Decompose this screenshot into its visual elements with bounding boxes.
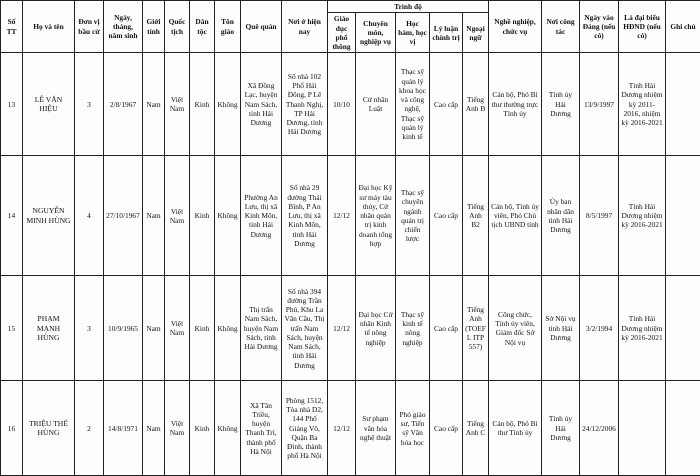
cell-hometown: Xã Đồng Lạc, huyện Nam Sách, tỉnh Hải Dương bbox=[241, 53, 282, 156]
cell-religion: Không bbox=[215, 156, 241, 276]
cell-unit: 3 bbox=[75, 276, 104, 381]
cell-gender: Nam bbox=[143, 381, 165, 476]
cell-degree: Thạc sỹ quản lý khoa học và công nghệ, Thạc sỹ quản lý kinh tế bbox=[396, 53, 430, 156]
cell-name: LÊ VĂN HIỆU bbox=[23, 53, 75, 156]
cell-specialty: Đại học Kỹ sư máy tàu thủy, Cử nhân quản trị kinh doanh tổng hợp bbox=[356, 156, 396, 276]
cell-residence: Số nhà 394 đường Trần Phú, Khu La Văn Cầu, Thị trấn Nam Sách, huyện Nam Sách, tỉnh Hải Dương bbox=[282, 276, 328, 381]
cell-nationality: Việt Nam bbox=[165, 156, 190, 276]
cell-specialty: Đại học Cử nhân Kinh tế nông nghiệp bbox=[356, 276, 396, 381]
header-politics: Lý luận chính trị bbox=[430, 13, 463, 53]
cell-language: Tiếng Anh B bbox=[463, 53, 489, 156]
cell-politics: Cao cấp bbox=[430, 156, 463, 276]
header-note: Ghi chú bbox=[666, 1, 700, 53]
cell-specialty: Cử nhân Luật bbox=[356, 53, 396, 156]
cell-workplace: Sở Nội vụ tỉnh Hải Dương bbox=[542, 276, 580, 381]
cell-party-date: 24/12/2006 bbox=[580, 381, 619, 476]
cell-hometown: Thị trấn Nam Sách, huyện Nam Sách, tỉnh Hải Dương bbox=[241, 276, 282, 381]
cell-religion: Không bbox=[215, 381, 241, 476]
cell-edu: 12/12 bbox=[328, 156, 356, 276]
cell-stt: 14 bbox=[1, 156, 23, 276]
header-stt: Số TT bbox=[1, 1, 23, 53]
header-residence: Nơi ở hiện nay bbox=[282, 1, 328, 53]
cell-edu: 12/12 bbox=[328, 381, 356, 476]
cell-politics: Cao cấp bbox=[430, 53, 463, 156]
cell-language: Tiếng Anh C bbox=[463, 381, 489, 476]
cell-party-date: 3/2/1994 bbox=[580, 276, 619, 381]
cell-degree: Thạc sỹ chuyên ngành quản trị chiến lược bbox=[396, 156, 430, 276]
header-hdnd: Là đại biểu HĐND (nếu có) bbox=[619, 1, 666, 53]
cell-note bbox=[666, 156, 700, 276]
header-trinh-do: Trình độ bbox=[328, 1, 489, 13]
cell-unit: 4 bbox=[75, 156, 104, 276]
cell-hometown: Phường An Lưu, thị xã Kinh Môn, tỉnh Hải Dương bbox=[241, 156, 282, 276]
cell-stt: 13 bbox=[1, 53, 23, 156]
cell-hdnd bbox=[619, 381, 666, 476]
cell-language: Tiếng Anh (TOEFL ITP 557) bbox=[463, 276, 489, 381]
cell-stt: 15 bbox=[1, 276, 23, 381]
cell-workplace: Tỉnh ủy Hải Dương bbox=[542, 381, 580, 476]
cell-edu: 12/12 bbox=[328, 276, 356, 381]
cell-religion: Không bbox=[215, 53, 241, 156]
cell-dob: 27/10/1967 bbox=[104, 156, 143, 276]
cell-residence: Số nhà 102 Phố Hải Đông, P Lê Thanh Nghị, TP Hải Dương, tỉnh Hải Dương bbox=[282, 53, 328, 156]
table-row bbox=[1, 381, 700, 476]
cell-gender: Nam bbox=[143, 156, 165, 276]
cell-politics: Cao cấp bbox=[430, 276, 463, 381]
header-specialty: Chuyên môn, nghiệp vụ bbox=[356, 13, 396, 53]
cell-workplace: Ủy ban nhân dân tỉnh Hải Dương bbox=[542, 156, 580, 276]
table-row bbox=[1, 53, 700, 156]
cell-dob: 2/8/1967 bbox=[104, 53, 143, 156]
header-ethnicity: Dân tộc bbox=[190, 1, 215, 53]
cell-stt: 16 bbox=[1, 381, 23, 476]
cell-religion: Không bbox=[215, 276, 241, 381]
header-nationality: Quốc tịch bbox=[165, 1, 190, 53]
cell-language: Tiếng Anh B2 bbox=[463, 156, 489, 276]
cell-residence: Phòng 1512, Tòa nhà D2, 144 Phố Giảng Võ, Quận Ba Đình, thành phố Hà Nội bbox=[282, 381, 328, 476]
cell-nationality: Việt Nam bbox=[165, 276, 190, 381]
cell-ethnicity: Kinh bbox=[190, 276, 215, 381]
table-row bbox=[1, 276, 700, 381]
cell-hdnd: Tỉnh Hải Dương nhiệm kỳ 2011-2016, nhiệm kỳ 2016-2021 bbox=[619, 53, 666, 156]
cell-name: PHẠM MẠNH HÙNG bbox=[23, 276, 75, 381]
header-gender: Giới tính bbox=[143, 1, 165, 53]
header-hometown: Quê quán bbox=[241, 1, 282, 53]
cell-note bbox=[666, 53, 700, 156]
cell-job: Cán bộ, Phó Bí thư Tỉnh ủy bbox=[489, 381, 542, 476]
cell-job: Công chức, Tỉnh ủy viên, Giám đốc Sở Nội vụ bbox=[489, 276, 542, 381]
cell-politics: Cao cấp bbox=[430, 381, 463, 476]
cell-party-date: 13/9/1997 bbox=[580, 53, 619, 156]
cell-gender: Nam bbox=[143, 276, 165, 381]
cell-job: Cán bộ, Phó Bí thư thường trực Tỉnh ủy bbox=[489, 53, 542, 156]
cell-name: NGUYỄN MINH HÙNG bbox=[23, 156, 75, 276]
cell-unit: 2 bbox=[75, 381, 104, 476]
cell-hdnd: Tỉnh Hải Dương nhiệm kỳ 2016-2021 bbox=[619, 156, 666, 276]
cell-dob: 10/9/1965 bbox=[104, 276, 143, 381]
cell-job: Cán bộ, Tỉnh ủy viên, Phó Chủ tịch UBND tỉnh bbox=[489, 156, 542, 276]
cell-dob: 14/8/1971 bbox=[104, 381, 143, 476]
cell-gender: Nam bbox=[143, 53, 165, 156]
cell-degree: Thạc sỹ kinh tế nông nghiệp bbox=[396, 276, 430, 381]
table-row bbox=[1, 156, 700, 276]
cell-ethnicity: Kinh bbox=[190, 156, 215, 276]
cell-ethnicity: Kinh bbox=[190, 53, 215, 156]
header-name: Họ và tên bbox=[23, 1, 75, 53]
cell-note bbox=[666, 381, 700, 476]
header-degree: Học hàm, học vị bbox=[396, 13, 430, 53]
cell-party-date: 8/5/1997 bbox=[580, 156, 619, 276]
header-dob: Ngày, tháng, năm sinh bbox=[104, 1, 143, 53]
header-job: Nghề nghiệp, chức vụ bbox=[489, 1, 542, 53]
cell-hometown: Xã Tân Triều, huyện Thanh Trì, thành phố Hà Nội bbox=[241, 381, 282, 476]
cell-unit: 3 bbox=[75, 53, 104, 156]
cell-residence: Số nhà 29 đường Thái Bình, P An Lưu, thị xã Kinh Môn, tỉnh Hải Dương bbox=[282, 156, 328, 276]
cell-nationality: Việt Nam bbox=[165, 381, 190, 476]
cell-nationality: Việt Nam bbox=[165, 53, 190, 156]
header-unit: Đơn vị bầu cử bbox=[75, 1, 104, 53]
cell-degree: Phó giáo sư, Tiến sỹ Văn hóa học bbox=[396, 381, 430, 476]
cell-hdnd: Tỉnh Hải Dương nhiệm kỳ 2016-2021 bbox=[619, 276, 666, 381]
cell-specialty: Sư phạm văn hóa nghệ thuật bbox=[356, 381, 396, 476]
header-language: Ngoại ngữ bbox=[463, 13, 489, 53]
cell-workplace: Tỉnh ủy Hải Dương bbox=[542, 53, 580, 156]
header-workplace: Nơi công tác bbox=[542, 1, 580, 53]
header-religion: Tôn giáo bbox=[215, 1, 241, 53]
cell-name: TRIỆU THẾ HÙNG bbox=[23, 381, 75, 476]
cell-ethnicity: Kinh bbox=[190, 381, 215, 476]
header-party-date: Ngày vào Đảng (nếu có) bbox=[580, 1, 619, 53]
cell-edu: 10/10 bbox=[328, 53, 356, 156]
header-edu: Giáo dục phổ thông bbox=[328, 13, 356, 53]
cell-note bbox=[666, 276, 700, 381]
